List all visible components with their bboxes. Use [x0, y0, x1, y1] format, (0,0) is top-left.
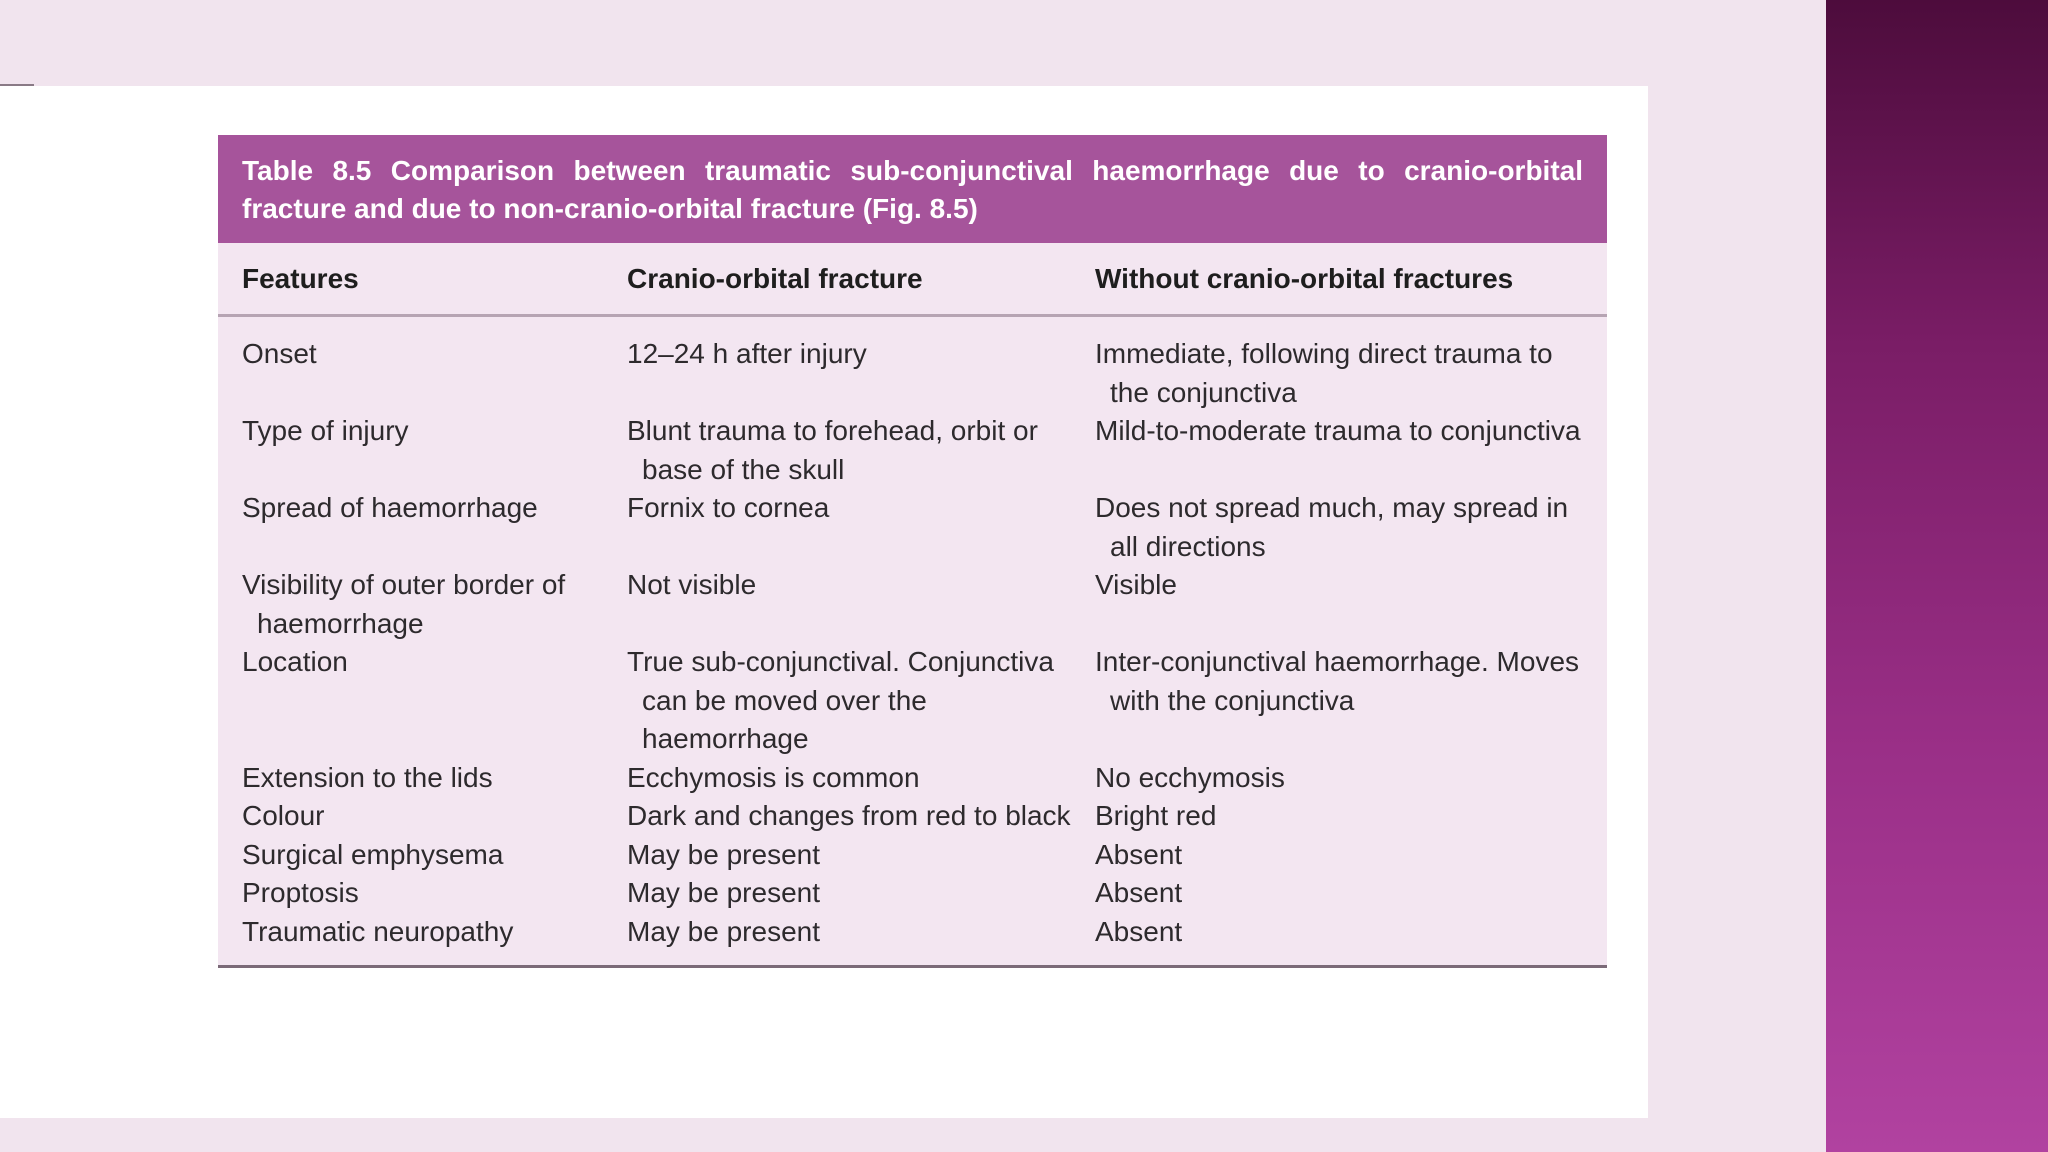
table-row [218, 836, 1607, 875]
feature-cell: Visibility of outer border of haemorrhage [242, 569, 566, 639]
feature-cell: Surgical emphysema [242, 838, 504, 870]
cranio-orbital-cell: Ecchymosis is common [627, 761, 920, 793]
table-header-row [218, 243, 1607, 317]
feature-cell: Type of injury [242, 415, 409, 446]
without-cranio-orbital-cell: Absent [1095, 838, 1183, 870]
without-cranio-orbital-cell: Mild-to-moderate trauma to conjunctiva [1095, 415, 1581, 446]
without-cranio-orbital-cell: Bright red [1095, 800, 1217, 831]
cranio-orbital-cell: Dark and changes from red to black [627, 800, 1071, 831]
feature-cell: Colour [242, 800, 325, 831]
table-row [218, 913, 1607, 952]
without-cranio-orbital-cell: Immediate, following direct trauma to the conjunctiva [1095, 338, 1553, 408]
feature-cell: Proptosis [242, 877, 359, 908]
table-row [218, 874, 1607, 913]
without-cranio-orbital-cell: Absent [1095, 877, 1183, 908]
without-cranio-orbital-cell: Does not spread much, may spread in all directions [1095, 492, 1569, 562]
table-row [218, 797, 1607, 836]
feature-cell: Spread of haemorrhage [242, 492, 538, 523]
table-row [218, 489, 1607, 566]
without-cranio-orbital-cell: Inter-conjunctival haemorrhage. Moves with the conjunctiva [1095, 646, 1580, 716]
decorative-side-band [1826, 0, 2048, 1152]
feature-cell: Traumatic neuropathy [242, 915, 514, 947]
cranio-orbital-cell: Fornix to cornea [627, 492, 830, 523]
without-cranio-orbital-cell: Visible [1095, 569, 1177, 600]
cranio-orbital-cell: Not visible [627, 569, 757, 600]
table-row [218, 335, 1607, 412]
cranio-orbital-cell: May be present [627, 915, 820, 947]
header-features: Features [242, 262, 359, 294]
table-body [218, 243, 1607, 968]
table-row [218, 643, 1607, 759]
feature-cell: Extension to the lids [242, 761, 493, 793]
table-row [218, 412, 1607, 489]
feature-cell: Onset [242, 338, 317, 369]
table-rows [218, 317, 1607, 965]
cranio-orbital-cell: 12–24 h after injury [627, 338, 867, 369]
cranio-orbital-cell: Blunt trauma to forehead, orbit or base of the skull [627, 415, 1038, 485]
feature-cell: Location [242, 646, 348, 677]
table-caption: Table 8.5 Comparison between traumatic sub-conjunctival haemorrhage due to cranio-orbital fracture and due to non-cranio-orbital fracture (Fig. 8.5) [218, 135, 1607, 243]
header-cranio-orbital: Cranio-orbital fracture [627, 262, 923, 294]
without-cranio-orbital-cell: No ecchymosis [1095, 761, 1285, 793]
cranio-orbital-cell: May be present [627, 838, 820, 870]
cranio-orbital-cell: True sub-conjunctival. Conjunctiva can be moved over the haemorrhage [627, 646, 1054, 754]
table-row [218, 566, 1607, 643]
header-without-cranio-orbital: Without cranio-orbital fractures [1095, 262, 1514, 294]
cranio-orbital-cell: May be present [627, 877, 820, 908]
comparison-table [218, 135, 1607, 968]
table-row [218, 759, 1607, 798]
without-cranio-orbital-cell: Absent [1095, 915, 1183, 947]
